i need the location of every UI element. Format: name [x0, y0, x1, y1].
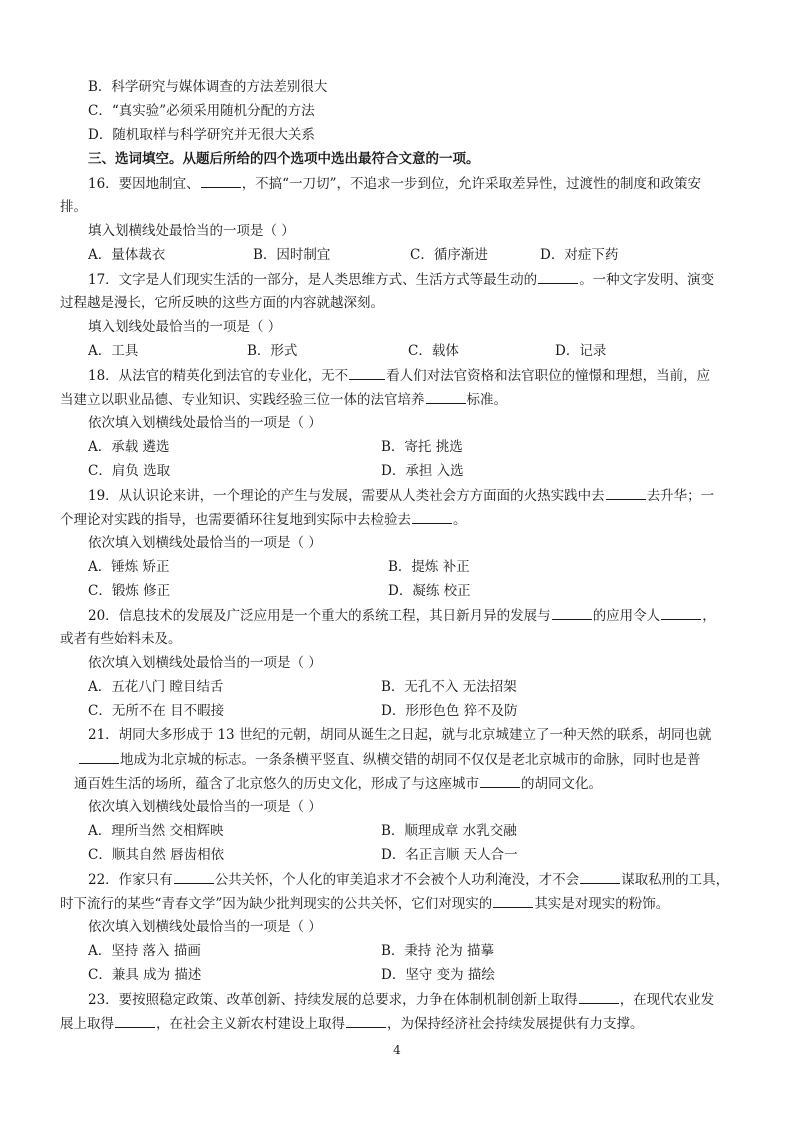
q21-stem-line2: [78, 750, 701, 768]
q16-text-a: 16．要因地制宜、: [88, 176, 200, 192]
q15-option-b: B．科学研究与媒体调查的方法差别很大: [88, 79, 328, 95]
q23-blank-3: [346, 1014, 386, 1028]
q15-option-d: D．随机取样与科学研究并无很大关系: [88, 127, 315, 143]
q22-option-d: D．坚守 变为 描绘: [381, 967, 495, 983]
q23-text-d: ，在社会主义新农村建设上取得: [156, 1016, 345, 1032]
section-heading: 三、选词填空。从题后所给的四个选项中选出最符合文意的一项。: [88, 151, 480, 167]
q18-prompt: 依次填入划横线处最恰当的一项是（ ）: [88, 415, 322, 431]
q22-option-c: C．兼具 成为 描述: [88, 967, 202, 983]
q20-option-a: A．五花八门 瞠目结舌: [88, 679, 224, 695]
q18-text-a: 18．从法官的精英化到法官的专业化，无不: [88, 368, 349, 384]
q22-prompt: 依次填入划横线处最恰当的一项是（ ）: [88, 919, 322, 935]
q16-option-d: D．对症下药: [540, 247, 619, 263]
q20-option-d: D．形形色色 猝不及防: [381, 703, 518, 719]
q21-option-a: A．理所当然 交相辉映: [88, 823, 224, 839]
q16-blank: [201, 174, 241, 188]
q22-blank-1: [174, 870, 214, 884]
q18-option-b: B．寄托 挑选: [381, 439, 463, 455]
q17-option-d: D．记录: [555, 343, 607, 359]
q20-option-b: B．无孔不入 无法招架: [381, 679, 517, 695]
q20-blank-2: [661, 606, 701, 620]
q16-text-b: ，不搞“一刀切”，不追求一步到位，允许采取差异性，过渡性的制度和政策安: [241, 176, 701, 192]
q23-blank-2: [115, 1014, 155, 1028]
q19-option-d: D．凝练 校正: [388, 583, 471, 599]
q20-stem-line1: [88, 606, 716, 624]
q17-stem-line2: 过程越是漫长，它所反映的这些方面的内容就越深刻。: [60, 295, 384, 311]
q18-option-c: C．肩负 选取: [88, 463, 171, 479]
q17-text-b: 。一种文字发明、演变: [579, 272, 715, 288]
q19-option-b: B．提炼 补正: [388, 559, 470, 575]
q22-option-a: A．坚持 落入 描画: [88, 943, 201, 959]
q21-prompt: 依次填入划横线处最恰当的一项是（ ）: [88, 799, 322, 815]
q21-blank-2: [480, 774, 520, 788]
q21-blank-1: [79, 750, 119, 764]
q18-stem-line2: [60, 390, 507, 408]
q20-blank-1: [552, 606, 592, 620]
q23-text-c: 展上取得: [60, 1016, 114, 1032]
q16-option-c: C．循序渐进: [410, 247, 488, 263]
q19-blank-2: [412, 510, 452, 524]
q19-stem-line2: [60, 510, 467, 528]
q19-text-b: 去升华；一: [646, 488, 715, 504]
q20-text-b: 的应用令人: [592, 608, 661, 624]
q23-text-a: 23．要按照稳定政策、改革创新、持续发展的总要求，力争在体制机制创新上取得: [88, 992, 578, 1008]
q18-option-d: D．承担 入选: [381, 463, 464, 479]
q15-option-c: C．“真实验”必须采用随机分配的方法: [88, 103, 315, 119]
q21-text-d: 的胡同文化。: [521, 776, 602, 792]
q16-prompt: 填入划横线处最恰当的一项是（ ）: [88, 223, 295, 239]
q22-stem-line1: [88, 870, 729, 888]
q23-text-e: ，为保持经济社会持续发展提供有力支撑。: [387, 1016, 644, 1032]
q16-option-b: B．因时制宜: [253, 247, 331, 263]
q21-stem-line3: [74, 774, 602, 792]
q19-prompt: 依次填入划横线处最恰当的一项是（ ）: [88, 535, 322, 551]
q22-text-d: 时下流行的某些“青春文学”因为缺少批判现实的公共关怀，它们对现实的: [60, 896, 493, 912]
q21-option-d: D．名正言顺 天人合一: [381, 847, 518, 863]
page-number: 4: [393, 1043, 401, 1057]
q17-stem-line1: [88, 270, 714, 288]
q17-option-a: A．工具: [88, 343, 139, 359]
q20-text-a: 20．信息技术的发展及广泛应用是一个重大的系统工程，其日新月异的发展与: [88, 608, 551, 624]
q17-prompt: 填入划线处最恰当的一项是（ ）: [88, 319, 282, 335]
q21-option-c: C．顺其自然 唇齿相依: [88, 847, 225, 863]
q22-blank-3: [493, 894, 533, 908]
q18-text-b: 看人们对法官资格和法官职位的憧憬和理想，当前，应: [386, 368, 711, 384]
q22-text-e: 其实是对现实的粉饰。: [534, 896, 670, 912]
q19-option-a: A．锤炼 矫正: [88, 559, 170, 575]
q21-text-b: 地成为北京城的标志。一条条横平竖直、纵横交错的胡同不仅仅是老北京城市的命脉，同时也是普: [120, 752, 701, 768]
q18-text-c: 当建立以职业品德、专业知识、实践经验三位一体的法官培养: [60, 392, 425, 408]
q18-blank-1: [349, 366, 385, 380]
q23-blank-1: [579, 990, 619, 1004]
q18-text-d: 标准。: [466, 392, 507, 408]
q16-stem-line2: 排。: [60, 199, 87, 215]
q17-option-b: B．形式: [247, 343, 298, 359]
q19-blank-1: [606, 486, 646, 500]
q22-stem-line2: [60, 894, 669, 912]
q23-text-b: ，在现代农业发: [619, 992, 715, 1008]
q19-text-c: 个理论对实践的指导，也需要循环往复地到实际中去检验去: [60, 512, 411, 528]
q20-stem-line2: 或者有些始料未及。: [60, 631, 182, 647]
q21-option-b: B．顺理成章 水乳交融: [381, 823, 517, 839]
q22-blank-2: [580, 870, 620, 884]
q22-text-b: 公共关怀，个人化的审美追求才不会被个人功利淹没，才不会: [214, 872, 580, 888]
q18-option-a: A．承载 遴选: [88, 439, 170, 455]
q20-prompt: 依次填入划横线处最恰当的一项是（ ）: [88, 655, 322, 671]
q23-stem-line1: [88, 990, 714, 1008]
q16-stem-line1: [88, 174, 701, 192]
q19-stem-line1: [88, 486, 714, 504]
q17-blank: [538, 270, 578, 284]
q22-text-c: 谋取私刑的工具，: [621, 872, 730, 888]
q17-text-a: 17．文字是人们现实生活的一部分，是人类思维方式、生活方式等最生动的: [88, 272, 538, 288]
q19-text-d: 。: [453, 512, 467, 528]
q23-stem-line2: [60, 1014, 644, 1032]
q20-text-c: ，: [702, 608, 716, 624]
q19-text-a: 19．从认识论来讲，一个理论的产生与发展，需要从人类社会方方面面的火热实践中去: [88, 488, 605, 504]
q20-option-c: C．无所不在 目不暇接: [88, 703, 225, 719]
q18-stem-line1: [88, 366, 710, 384]
q22-option-b: B．秉持 沦为 描摹: [381, 943, 495, 959]
q21-text-c: 通百姓生活的场所，蕴含了北京悠久的历史文化，形成了与这座城市: [74, 776, 479, 792]
q18-blank-2: [426, 390, 466, 404]
q21-stem-line1: 21．胡同大多形成于 13 世纪的元朝，胡同从诞生之日起，就与北京城建立了一种天然的联系，胡同也就: [88, 727, 712, 743]
q22-text-a: 22．作家只有: [88, 872, 173, 888]
q19-option-c: C．锻炼 修正: [88, 583, 171, 599]
q16-option-a: A．量体裁衣: [88, 247, 166, 263]
q17-option-c: C．载体: [408, 343, 459, 359]
